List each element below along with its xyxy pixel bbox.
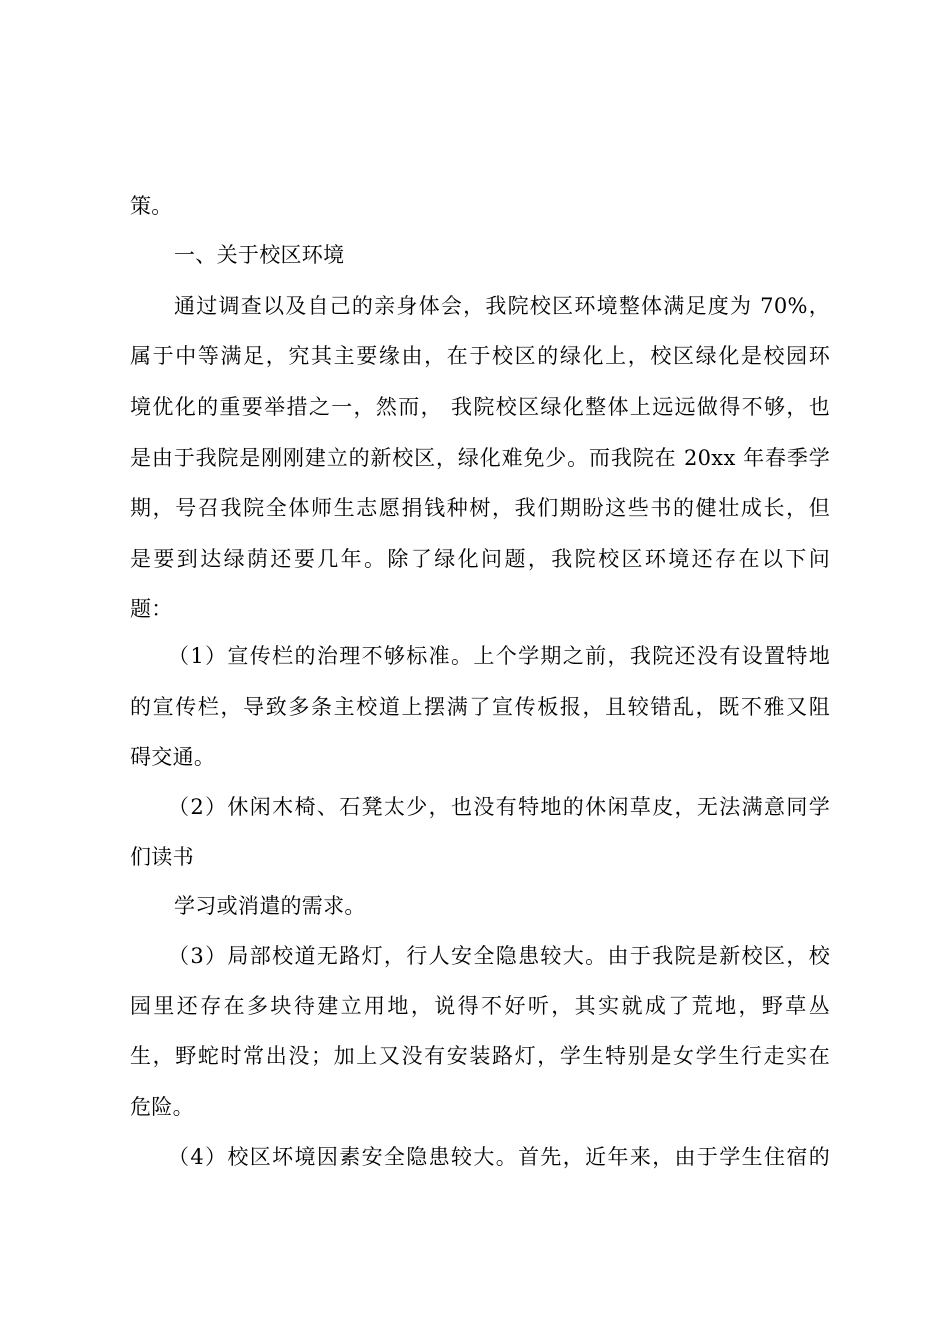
text-line: 碍交通。 — [130, 745, 216, 769]
text-line: 期，号召我院全体师生志愿捐钱种树，我们期盼这些书的健壮成长，但 — [130, 496, 830, 520]
text-line: 学习或消遣的需求。 — [174, 894, 366, 918]
list-item-1: （1）宣传栏的治理不够标准。上个学期之前，我院还没有设置特地 — [168, 644, 830, 668]
text-line: 们读书 — [130, 845, 194, 869]
section-heading: 一、关于校区环境 — [174, 243, 345, 267]
text-line: 通过调查以及自己的亲身体会，我院校区环境整体满足度为 70%， — [174, 294, 830, 318]
text-line: 策。 — [130, 194, 173, 218]
text-line: 生，野蛇时常出没；加上又没有安装路灯，学生特别是女学生行走实在 — [130, 1044, 830, 1068]
text-line: 园里还存在多块待建立用地，说得不好听，其实就成了荒地，野草丛 — [130, 994, 830, 1018]
text-line: 是由于我院是刚刚建立的新校区，绿化难免少。而我院在 20xx 年春季学 — [130, 446, 830, 470]
text-line: 题： — [130, 597, 173, 621]
list-item-4: （4）校区坏境因素安全隐患较大。首先，近年来，由于学生住宿的 — [168, 1145, 830, 1169]
text-line: 的宣传栏，导致多条主校道上摆满了宣传板报，且较错乱，既不雅又阻 — [130, 695, 830, 719]
text-line: 危险。 — [130, 1095, 194, 1119]
text-line: 属于中等满足，究其主要缘由，在于校区的绿化上，校区绿化是校园环 — [130, 344, 830, 368]
list-item-3: （3）局部校道无路灯，行人安全隐患较大。由于我院是新校区，校 — [168, 944, 830, 968]
text-line: 境优化的重要举措之一，然而， 我院校区绿化整体上远远做得不够，也 — [130, 395, 830, 419]
list-item-2: （2）休闲木椅、石凳太少，也没有特地的休闲草皮，无法满意同学 — [168, 795, 830, 819]
text-line: 是要到达绿荫还要几年。除了绿化问题，我院校区环境还存在以下问 — [130, 547, 830, 571]
